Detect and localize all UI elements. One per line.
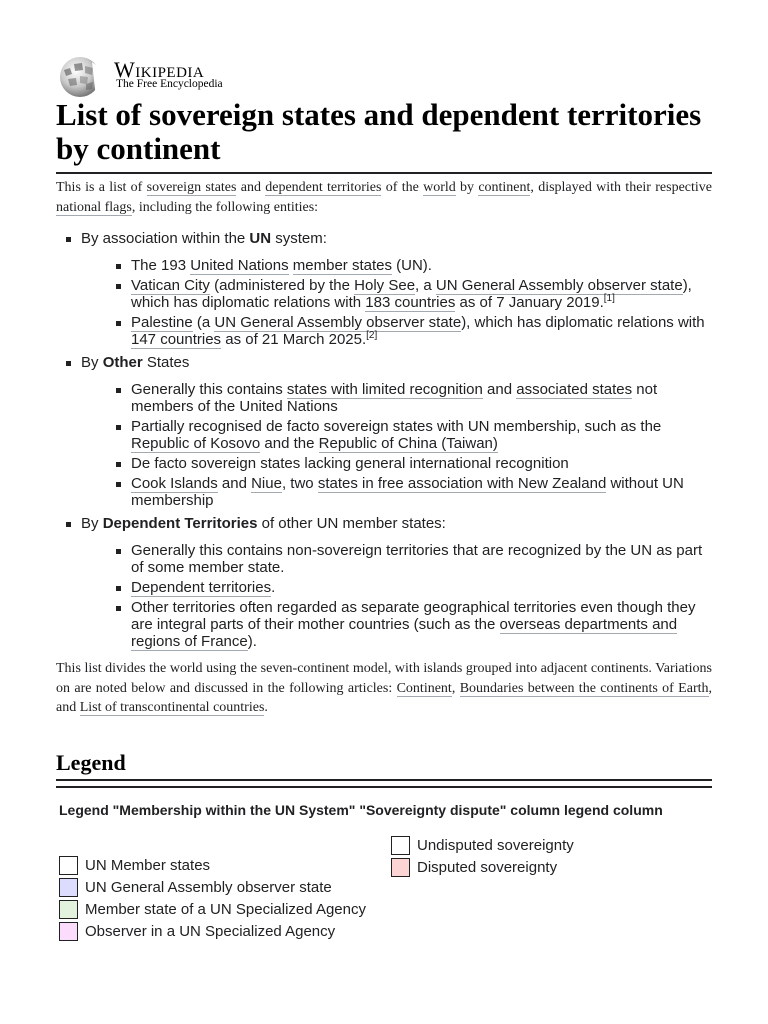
list-text: not members of the United Nations	[131, 381, 658, 415]
legend-label: Observer in a UN Specialized Agency	[85, 923, 336, 940]
list-text: system:	[271, 230, 327, 247]
list-text: States	[142, 354, 190, 371]
link-kosovo[interactable]: Republic of Kosovo	[131, 435, 261, 452]
list-text: Partially recognised de facto sovereign states with UN membership, such as the	[131, 418, 662, 435]
list-text: ), which has diplomatic relations with	[461, 314, 705, 331]
intro-text: , including the following entities:	[131, 199, 319, 215]
list-text: and	[217, 475, 252, 492]
list-item-dependent	[56, 515, 712, 650]
list-bold: UN	[249, 230, 272, 247]
legend-divider	[56, 786, 712, 788]
legend-caption: Legend "Membership within the UN System" "Sovereignty dispute" column legend column	[59, 802, 663, 818]
list-item	[81, 277, 712, 311]
link-boundaries[interactable]: Boundaries between the continents of Earth	[459, 680, 709, 696]
link-world[interactable]: world	[423, 180, 456, 195]
intro-text: by	[455, 180, 479, 195]
list-bold: Dependent Territories	[102, 515, 258, 532]
legend-heading: Legend	[56, 748, 712, 781]
closing-text: ,	[451, 680, 460, 696]
list-text: ).	[247, 633, 257, 650]
link-holy-see[interactable]: Holy See	[354, 277, 416, 294]
link-limited-recognition[interactable]: states with limited recognition	[286, 381, 483, 398]
link-183-countries[interactable]: 183 countries	[365, 294, 456, 311]
list-text: (UN).	[391, 257, 432, 274]
list-text: Other territories often regarded as separate geographical territories even though they are integral parts of their mother countries (such as the	[131, 599, 696, 633]
list-item	[81, 542, 712, 576]
link-dependent-territories[interactable]: dependent territories	[265, 180, 382, 195]
wikipedia-globe-icon[interactable]	[56, 54, 104, 98]
list-text: By association within the	[81, 230, 250, 247]
closing-text: .	[264, 700, 268, 715]
site-header	[56, 54, 356, 98]
list-text: ), which has diplomatic relations with	[131, 277, 692, 311]
list-item	[81, 579, 712, 596]
legend-label: Disputed sovereignty	[417, 859, 558, 876]
link-national-flags[interactable]: national flags	[56, 199, 132, 215]
closing-text: , and	[56, 680, 712, 715]
link-observer-state[interactable]: UN General Assembly observer state	[435, 277, 683, 294]
list-text: By	[81, 354, 103, 371]
list-item	[81, 418, 712, 452]
reference-link[interactable]: [1]	[603, 293, 615, 304]
list-text: Generally this contains non-sovereign territories that are recognized by the UN as part of some member state.	[131, 542, 703, 576]
intro-text: , displayed with their respective	[530, 180, 712, 195]
link-palestine[interactable]: Palestine	[131, 314, 193, 331]
list-text: without UN membership	[131, 475, 684, 509]
page-title: List of sovereign states and dependent territories by continent	[56, 98, 712, 174]
list-item	[81, 381, 712, 415]
list-text: as of 7 January 2019.	[455, 294, 604, 311]
list-item-other	[56, 354, 712, 509]
link-taiwan[interactable]: Republic of China (Taiwan)	[318, 435, 498, 452]
link-niue[interactable]: Niue	[251, 475, 282, 492]
list-text: , two	[281, 475, 318, 492]
link-dependent-territories[interactable]: Dependent territories	[131, 579, 272, 596]
link-observer-state[interactable]: UN General Assembly observer state	[214, 314, 462, 331]
legend-label: UN General Assembly observer state	[85, 879, 332, 896]
link-continent[interactable]: continent	[478, 180, 531, 195]
list-text: By	[81, 515, 103, 532]
wikipedia-wordmark[interactable]: Wikipedia	[114, 57, 205, 82]
intro-text: of the	[381, 180, 424, 195]
legend-swatch	[391, 836, 410, 855]
link-transcontinental[interactable]: List of transcontinental countries	[79, 700, 265, 715]
list-text: (administered by the	[209, 277, 355, 294]
closing-text: This list divides the world using the seven-continent model, with islands grouped into adjacent continents. Variations on are noted below and discussed in the following articles:	[56, 661, 712, 696]
legend-label: UN Member states	[85, 857, 211, 874]
tagline: The Free Encyclopedia	[116, 78, 223, 90]
link-sovereign-states[interactable]: sovereign states	[146, 180, 237, 195]
link-free-association[interactable]: states in free association with New Zealand	[317, 475, 607, 492]
list-bold: Other	[102, 354, 143, 371]
link-cook-islands[interactable]: Cook Islands	[131, 475, 218, 492]
intro-text: and	[236, 180, 266, 195]
list-item	[81, 314, 712, 348]
list-text: De facto sovereign states lacking general international recognition	[131, 455, 569, 472]
link-associated-states[interactable]: associated states	[516, 381, 633, 398]
link-overseas-departments[interactable]: overseas departments and regions of France	[131, 616, 678, 650]
link-united-nations[interactable]: United Nations	[190, 257, 289, 274]
list-text: The 193	[131, 257, 191, 274]
list-text: .	[271, 579, 276, 596]
list-item	[81, 475, 712, 509]
list-item-un	[56, 230, 712, 348]
intro-paragraph	[56, 178, 712, 217]
intro-text: This is a list of	[56, 180, 147, 195]
list-text: and the	[260, 435, 319, 452]
link-member-states[interactable]: member states	[292, 257, 392, 274]
closing-paragraph	[56, 659, 712, 718]
list-item	[81, 599, 712, 650]
list-text: of other UN member states:	[257, 515, 446, 532]
list-item	[81, 455, 712, 472]
list-text: , a	[415, 277, 436, 294]
list-text: Generally this contains	[131, 381, 287, 398]
legend-swatch	[59, 922, 78, 941]
legend-swatch	[391, 858, 410, 877]
entity-list	[56, 230, 712, 656]
list-text: as of 21 March 2025.	[221, 331, 367, 348]
legend-swatch	[59, 878, 78, 897]
reference-link[interactable]: [2]	[366, 330, 378, 341]
list-item	[81, 257, 712, 274]
legend-swatch	[59, 900, 78, 919]
link-vatican-city[interactable]: Vatican City	[131, 277, 210, 294]
legend-label: Member state of a UN Specialized Agency	[85, 901, 366, 918]
link-continent-article[interactable]: Continent	[396, 680, 452, 696]
link-147-countries[interactable]: 147 countries	[131, 331, 222, 348]
legend-swatch	[59, 856, 78, 875]
legend-label: Undisputed sovereignty	[417, 837, 574, 854]
list-text: and	[482, 381, 517, 398]
list-text: (a	[192, 314, 215, 331]
